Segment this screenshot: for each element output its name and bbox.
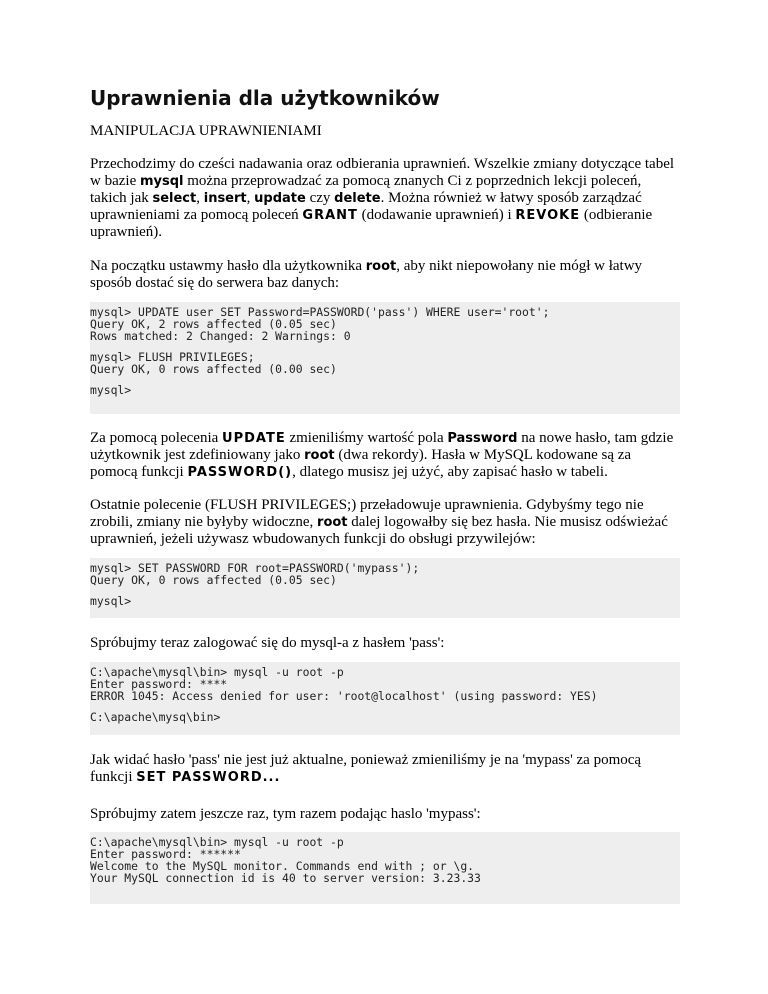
code-line: C:\apache\mysq\bin> xyxy=(90,710,221,724)
paragraph-flush-privileges xyxy=(90,497,680,548)
code-line: mysql> SET PASSWORD FOR root=PASSWORD('mypass'); xyxy=(90,561,420,575)
text: na nowe hasło, tam gdzie użytkownik jest zdefiniowany jako xyxy=(90,430,674,463)
keyword-password: Password xyxy=(447,431,518,446)
keyword-grant: GRANT xyxy=(302,208,358,223)
code-line: Query OK, 2 rows affected (0.05 sec) xyxy=(90,317,337,331)
code-line: Welcome to the MySQL monitor. Commands end with ; or \g. xyxy=(90,859,475,873)
code-line: Query OK, 0 rows affected (0.05 sec) xyxy=(90,573,337,587)
code-line: mysql> xyxy=(90,594,132,608)
text: można przeprowadzać za pomocą znanych Ci z poprzednich lekcji poleceń, takich jak xyxy=(90,173,642,206)
text: , xyxy=(196,190,204,206)
paragraph-intro xyxy=(90,156,680,241)
text: (odbieranie uprawnień). xyxy=(90,207,653,240)
keyword-set-password: SET PASSWORD... xyxy=(136,770,281,785)
text: czy xyxy=(305,190,335,206)
text: dalej logowałby się bez hasła. Nie musisz odświeżać uprawnień, jeżeli używasz wbudowanych funkcji do obsługi przywilejów: xyxy=(90,514,668,547)
keyword-insert: insert xyxy=(203,191,247,206)
text: , xyxy=(246,190,255,206)
code-line: C:\apache\mysql\bin> mysql -u root -p xyxy=(90,665,344,679)
keyword-revoke: REVOKE xyxy=(515,208,581,223)
code-block-set-password xyxy=(90,558,680,618)
text: . Można również w łatwy sposób zarządzać uprawnieniami za pomocą poleceń xyxy=(90,190,642,223)
code-block-login-success xyxy=(90,832,680,904)
code-block-login-denied xyxy=(90,662,680,735)
text: (dwa rekordy). Hasła w MySQL kodowane są za pomocą funkcji xyxy=(90,447,632,480)
code-line: ERROR 1045: Access denied for user: 'root@localhost' (using password: YES) xyxy=(90,689,598,703)
code-line: Your MySQL connection id is 40 to server version: 3.23.33 xyxy=(90,871,481,885)
text: Jak widać hasło 'pass' nie jest już aktualne, ponieważ zmieniliśmy je na 'mypass' za pomocą funkcji xyxy=(90,752,642,785)
text: Przechodzimy do cześci nadawania oraz odbierania uprawnień. Wszelkie zmiany dotyczące tabel w bazie xyxy=(90,156,675,189)
text: Spróbujmy teraz zalogować się do mysql-a z hasłem 'pass': xyxy=(90,635,445,651)
code-line: Enter password: ****** xyxy=(90,847,241,861)
paragraph-password-changed xyxy=(90,752,680,786)
keyword-delete: delete xyxy=(334,191,381,206)
keyword-root: root xyxy=(365,259,397,274)
paragraph-try-login xyxy=(90,635,680,652)
paragraph-set-root-password xyxy=(90,258,680,292)
text: , aby nikt niepowołany nie mógł w łatwy sposób dostać się do serwera baz danych: xyxy=(90,258,643,291)
text: (dodawanie uprawnień) i xyxy=(357,207,516,223)
code-block-update-password xyxy=(90,302,680,414)
code-line: mysql> UPDATE user SET Password=PASSWORD('pass') WHERE user='root'; xyxy=(90,305,550,319)
paragraph-update-explanation xyxy=(90,430,680,481)
text: Za pomocą polecenia xyxy=(90,430,223,446)
code-line: mysql> xyxy=(90,383,132,397)
keyword-update: UPDATE xyxy=(222,431,286,446)
text: Na początku ustawmy hasło dla użytkownika xyxy=(90,258,366,274)
text: zmieniliśmy wartość pola xyxy=(285,430,448,446)
keyword-root: root xyxy=(317,515,348,530)
keyword-update: update xyxy=(254,191,306,206)
text: Ostatnie polecenie (FLUSH PRIVILEGES;) przeładowuje uprawnienia. Gdybyśmy tego nie zrobili, zmiany nie byłyby widoczne, xyxy=(90,497,644,530)
code-line: Rows matched: 2 Changed: 2 Warnings: 0 xyxy=(90,329,351,343)
keyword-select: select xyxy=(152,191,197,206)
text: , dlatego musisz jej użyć, aby zapisać hasło w tabeli. xyxy=(292,464,608,480)
keyword-mysql: mysql xyxy=(139,174,184,189)
code-line: Query OK, 0 rows affected (0.00 sec) xyxy=(90,362,337,376)
code-line: Enter password: **** xyxy=(90,677,228,691)
section-heading: MANIPULACJA UPRAWNIENIAMI xyxy=(90,123,322,139)
keyword-password-function: PASSWORD() xyxy=(187,465,293,480)
page-title: Uprawnienia dla użytkowników xyxy=(90,86,440,110)
code-line: C:\apache\mysql\bin> mysql -u root -p xyxy=(90,835,344,849)
keyword-root: root xyxy=(304,448,335,463)
paragraph-try-again xyxy=(90,806,680,823)
code-line: mysql> FLUSH PRIVILEGES; xyxy=(90,350,255,364)
text: Spróbujmy zatem jeszcze raz, tym razem podając haslo 'mypass': xyxy=(90,806,481,822)
